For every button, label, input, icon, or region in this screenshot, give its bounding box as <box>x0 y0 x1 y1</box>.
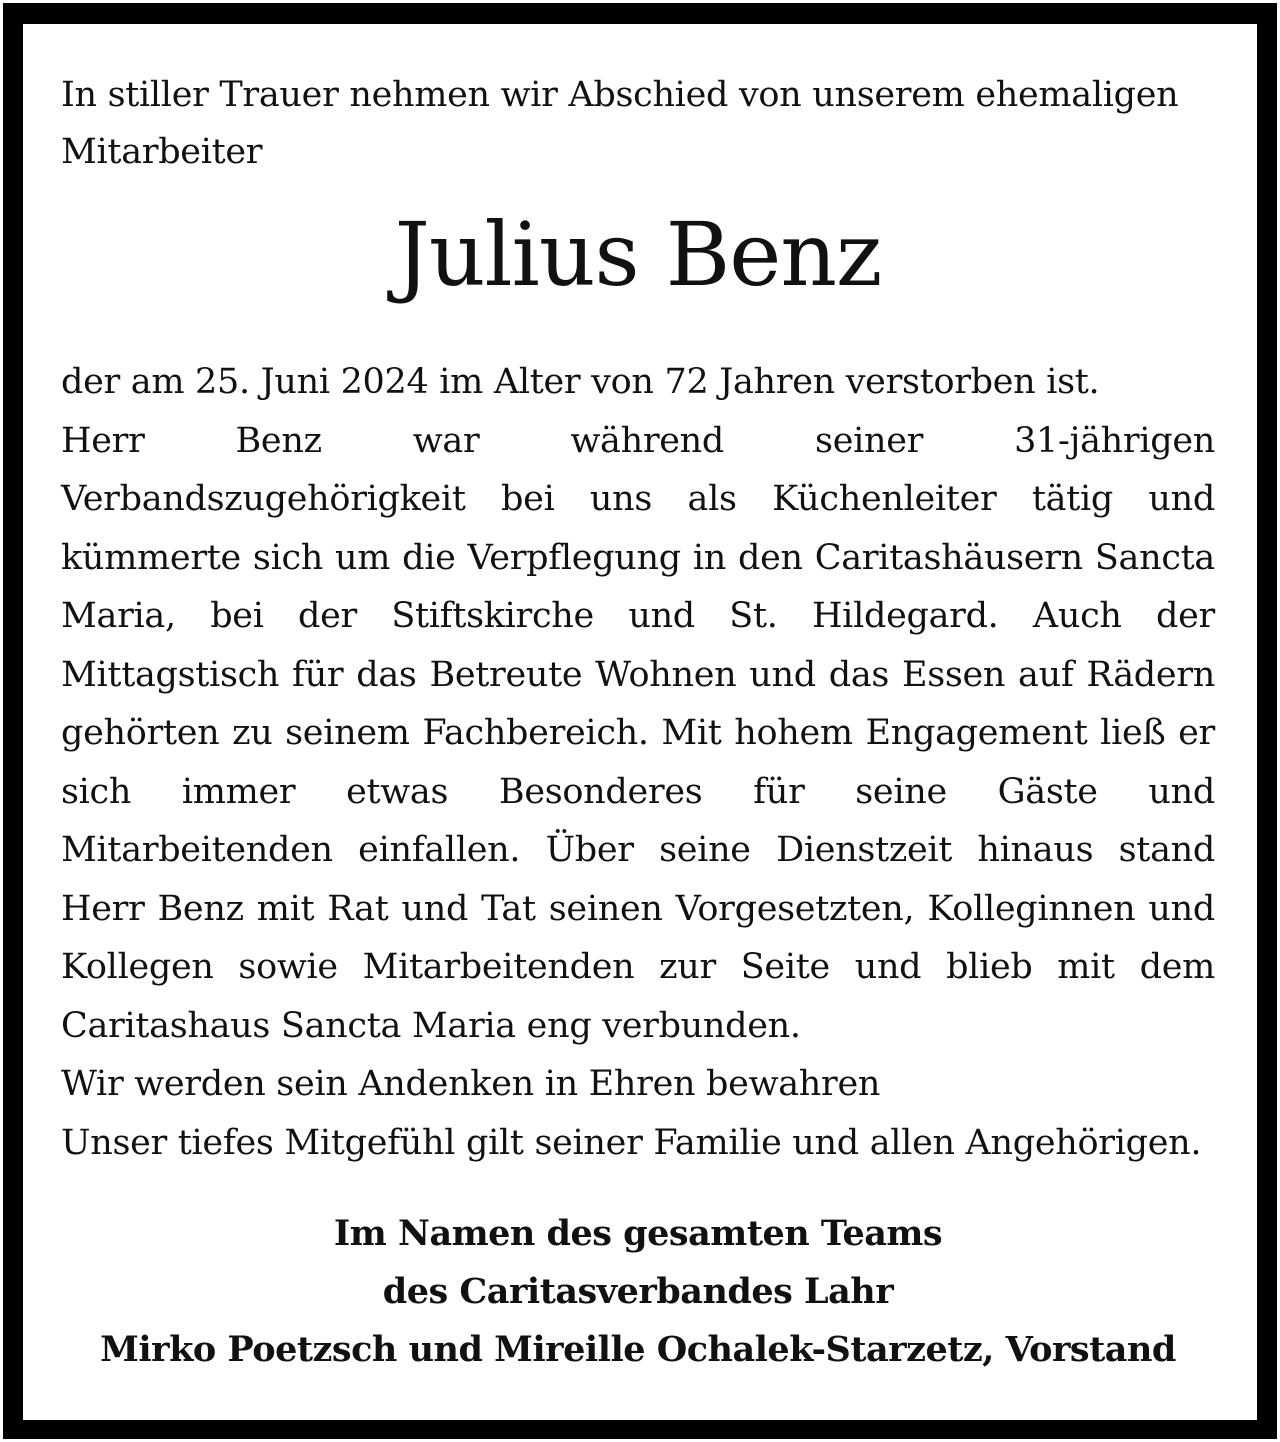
biography-paragraph: Herr Benz war während seiner 31-jährigen Verbandszugehörigkeit bei uns als Küchenleiter tätig und kümmerte sich um die Verpflegung in den Caritashäusern Sancta Maria, bei der Stiftskirche und St. Hildegard. Auch der Mittagstisch für das Betreute Wohnen und das Essen auf Rädern gehörten zu seinem Fachbereich. Mit hohem Engagement ließ er sich immer etwas Besonderes für seine Gäste und Mitarbeitenden einfallen. Über seine Dienstzeit hinaus stand Herr Benz mit Rat und Tat seinen Vorgesetzten, Kolleginnen und Kollegen sowie Mitarbeitenden zur Seite und blieb mit dem Caritashaus Sancta Maria eng verbunden. <box>61 420 1215 1046</box>
signature-block <box>61 1205 1215 1379</box>
remembrance-line: Wir werden sein Andenken in Ehren bewahren <box>61 1064 881 1104</box>
condolence-line: Unser tiefes Mitgefühl gilt seiner Familie und allen Angehörigen. <box>61 1122 1202 1163</box>
death-date-line: der am 25. Juni 2024 im Alter von 72 Jahren verstorben ist. <box>61 362 1100 402</box>
deceased-name: Julius Benz <box>394 203 882 306</box>
intro-text: In stiller Trauer nehmen wir Abschied von unserem ehemaligen Mitarbeiter <box>61 75 1179 172</box>
signature-line-organization: des Caritasverbandes Lahr <box>382 1271 894 1312</box>
obituary-body <box>61 353 1215 1172</box>
signature-line-board: Mirko Poetzsch und Mireille Ochalek-Starzetz, Vorstand <box>100 1329 1176 1370</box>
signature-line-team: Im Namen des gesamten Teams <box>333 1213 943 1254</box>
